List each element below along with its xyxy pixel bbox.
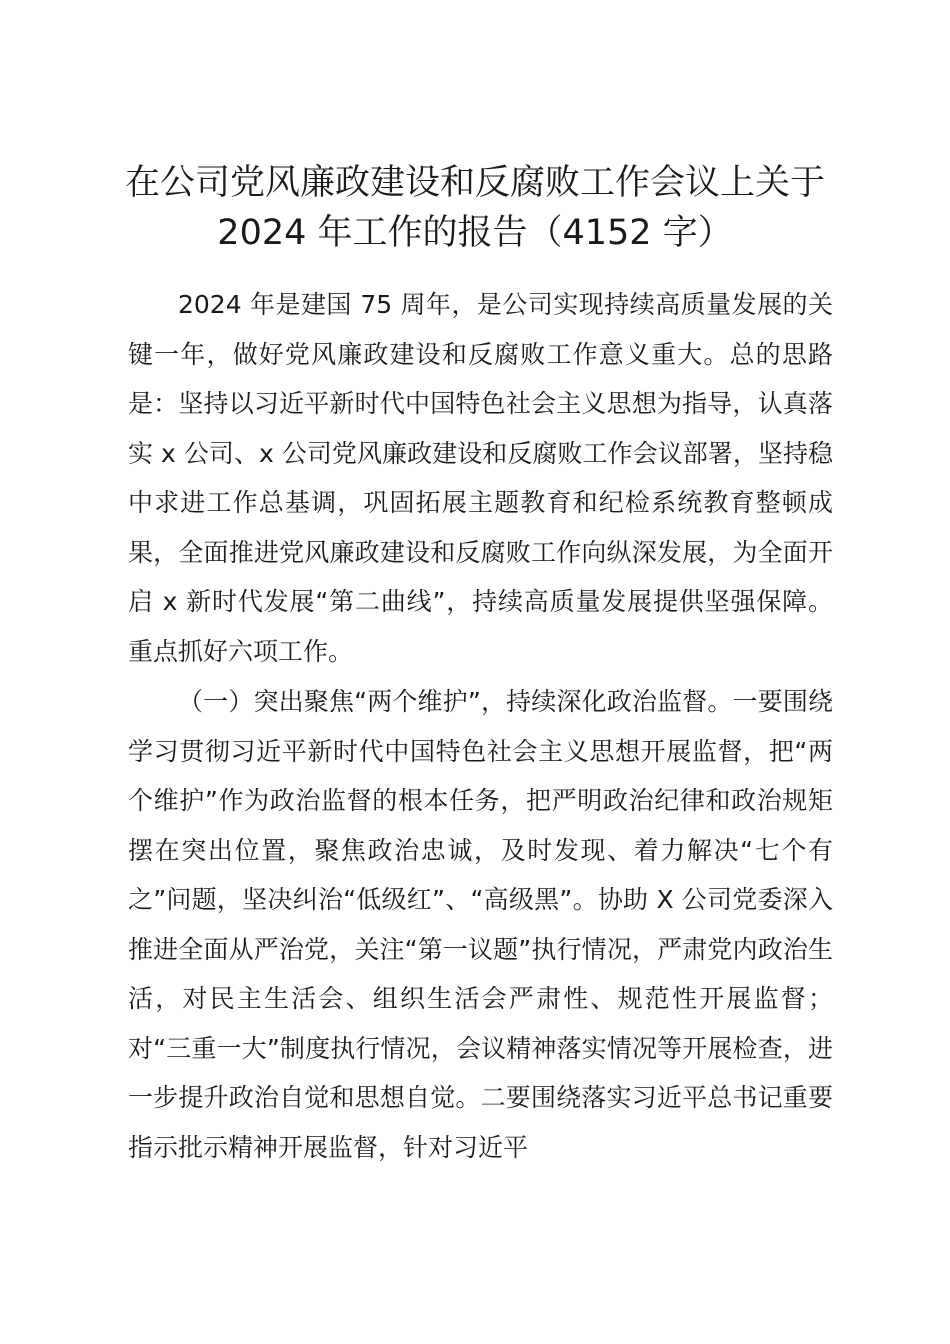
document-title	[110, 158, 840, 258]
paragraph-section-1: （一）突出聚焦“两个维护”，持续深化政治监督。一要围绕学习贯彻习近平新时代中国特色社会主义思想开展监督，把“两个维护”作为政治监督的根本任务，把严明政治纪律和政治规矩摆在突出位置，聚焦政治忠诚，及时发现、着力解决“七个有之”问题，坚决纠治“低级红”、“高级黑”。协助 X 公司党委深入推进全面从严治党，关注“第一议题”执行情况，严肃党内政治生活，对民主生活会、组织生活会严肃性、规范性开展监督；对“三重一大”制度执行情况，会议精神落实情况等开展检查，进一步提升政治自觉和思想自觉。二要围绕落实习近平总书记重要指示批示精神开展监督，针对习近平	[128, 687, 833, 1162]
title-line-2: 2024 年工作的报告（4152 字）	[217, 213, 733, 253]
paragraph-intro: 2024 年是建国 75 周年，是公司实现持续高质量发展的关键一年，做好党风廉政建设和反腐败工作意义重大。总的思路是：坚持以习近平新时代中国特色社会主义思想为指导，认真落实 x 公司、x 公司党风廉政建设和反腐败工作会议部署，坚持稳中求进工作总基调，巩固拓展主题教育和纪检系统教育整顿成果，全面推进党风廉政建设和反腐败工作向纵深发展，为全面开启 x 新时代发展“第二曲线”，持续高质量发展提供坚强保障。重点抓好六项工作。	[128, 290, 833, 666]
title-line-1: 在公司党风廉政建设和反腐败工作会议上关于	[124, 163, 825, 203]
